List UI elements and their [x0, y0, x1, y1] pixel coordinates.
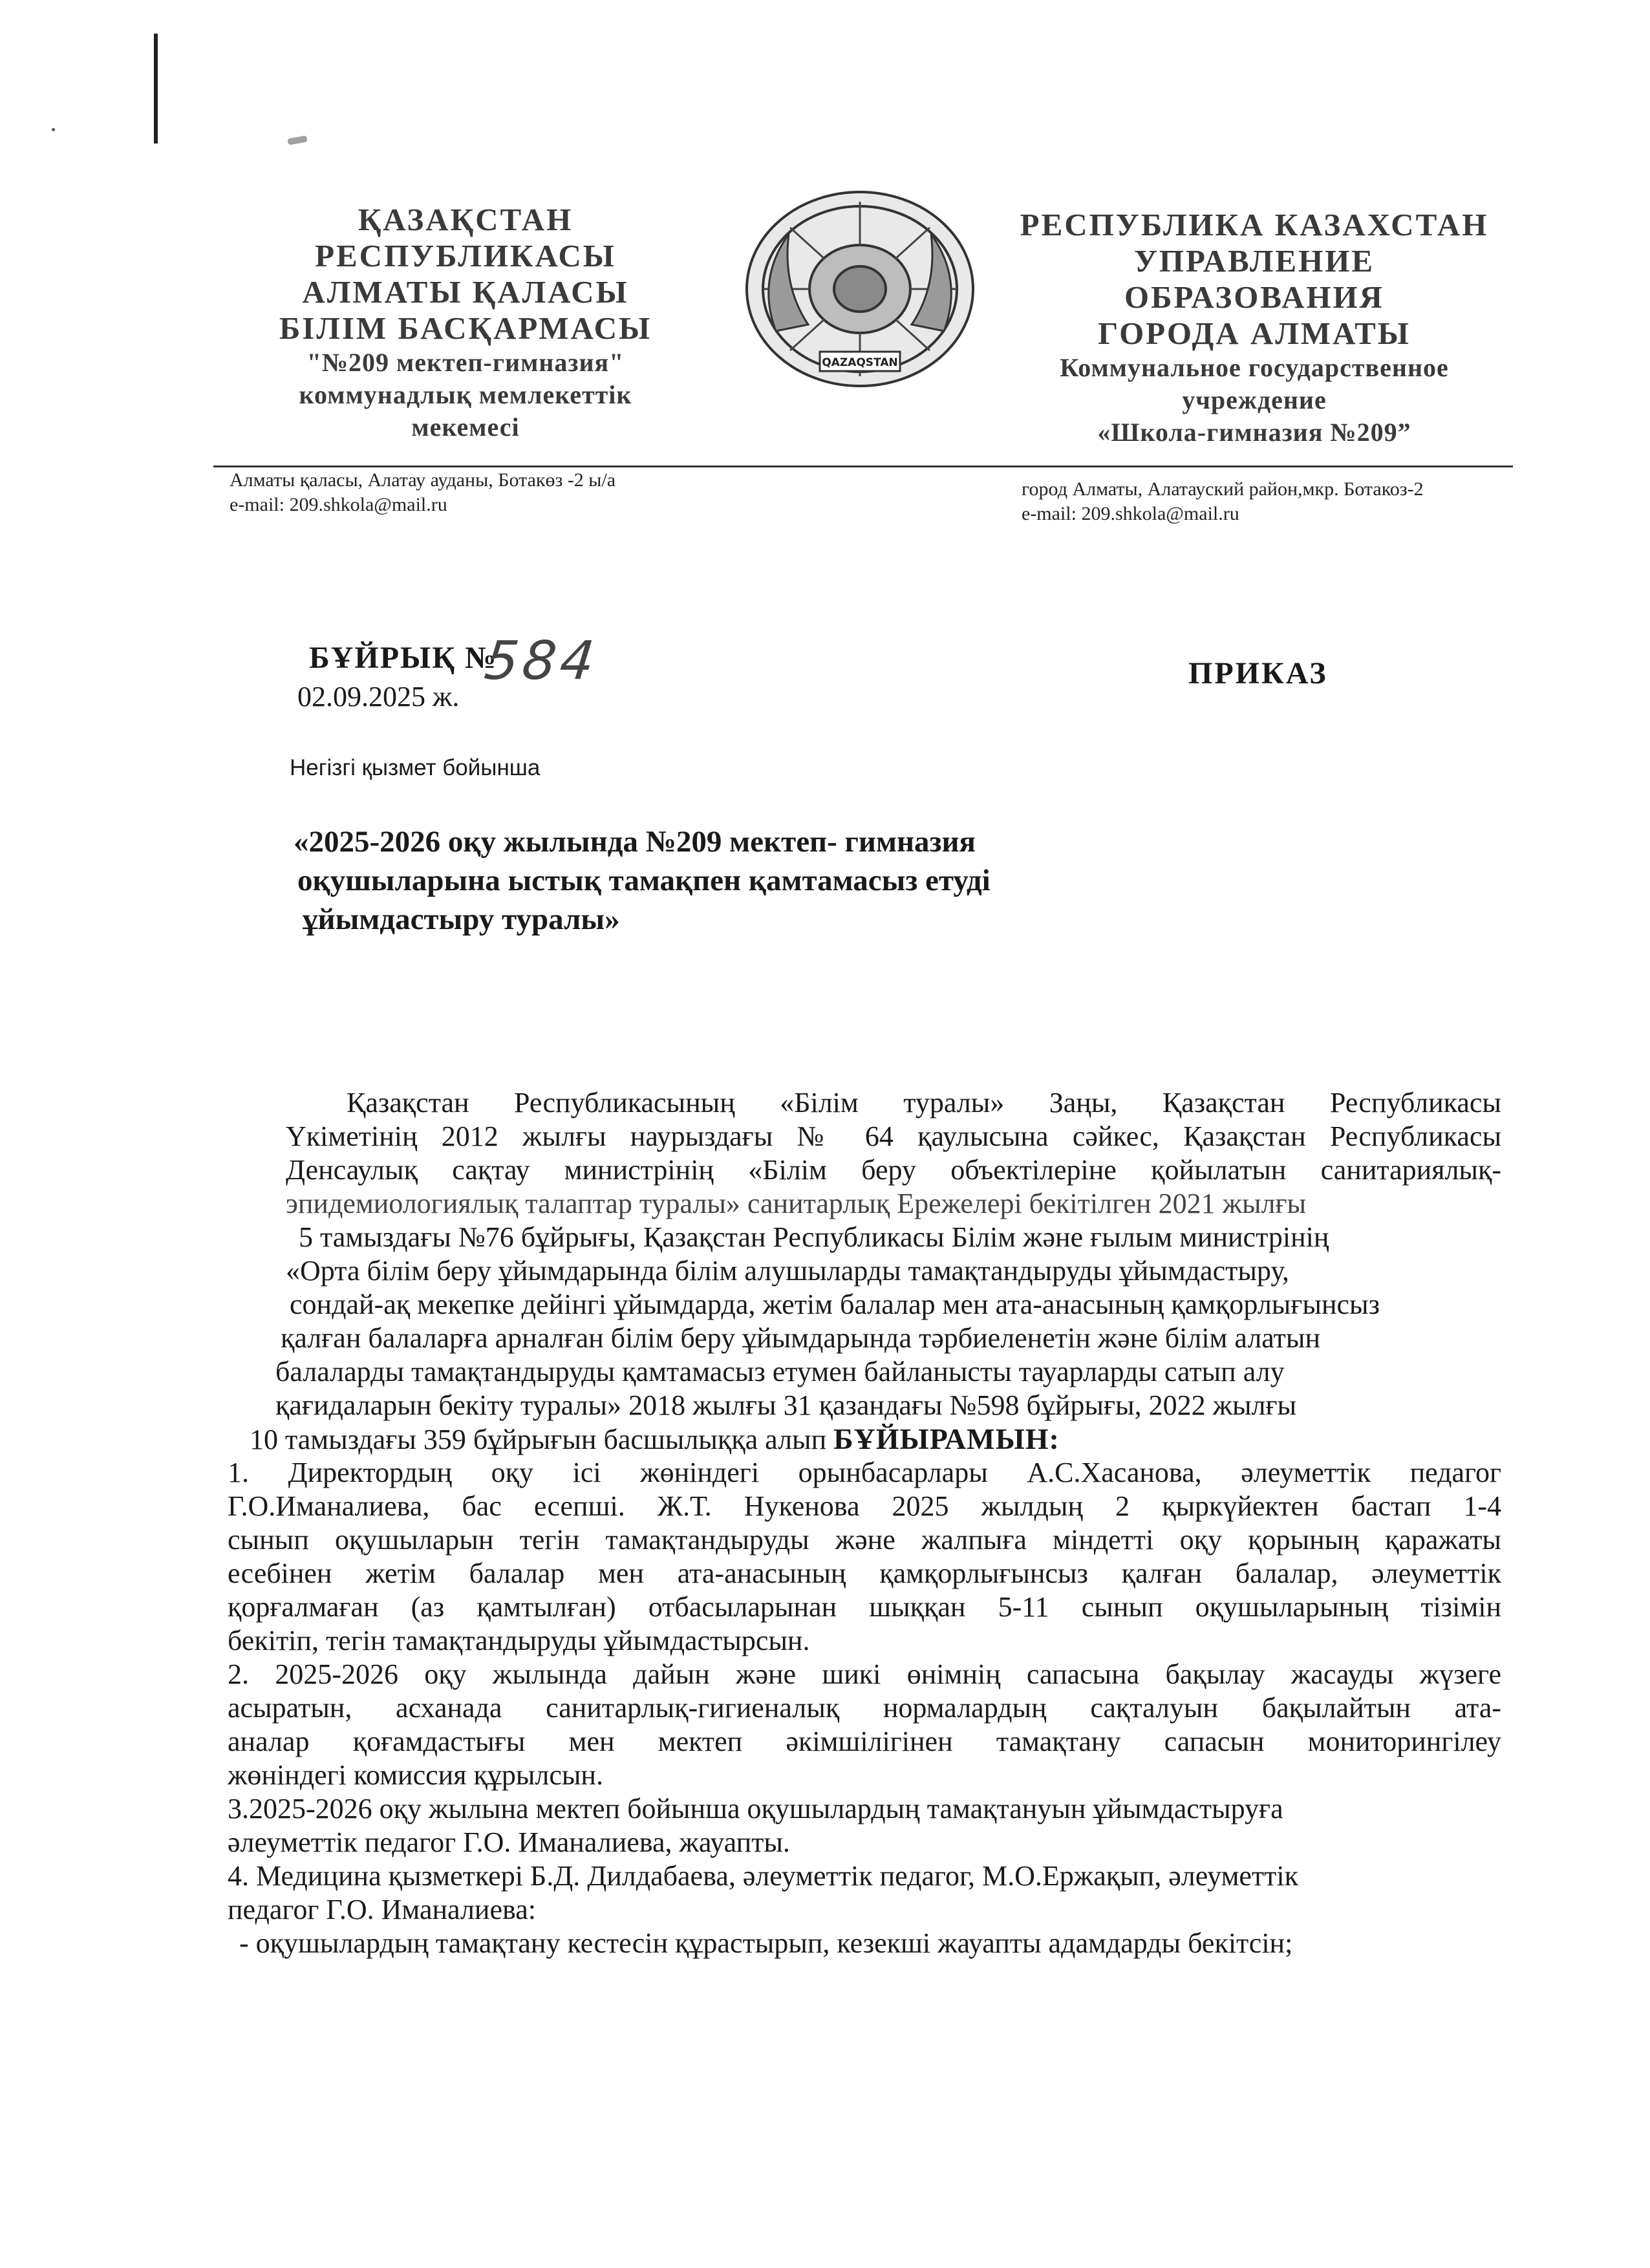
body-line: Қазақстан Республикасының «Білім туралы» Заңы, Қазақстан Республикасы — [347, 1087, 1501, 1118]
order-body — [228, 1086, 1501, 1960]
body-line: 4. Медицина қызметкері Б.Д. Дилдабаева, әлеуметтік педагог, М.О.Ержақып, әлеуметтік — [228, 1860, 1298, 1892]
title-line: «2025-2026 оқу жылында №209 мектеп- гимназия — [294, 825, 976, 859]
body-line: 3.2025-2026 оқу жылына мектеп бойынша оқушылардың тамақтануын ұйымдастыруға — [228, 1793, 1283, 1824]
body-line: асыратын, асханада санитарлық-гигиеналық нормалардың сақталуын бақылайтын ата- — [228, 1692, 1501, 1724]
body-line: 5 тамыздағы №76 бұйрығы, Қазақстан Республикасы Білім және ғылым министрінің — [299, 1221, 1329, 1253]
header-ru-sub: «Школа-гимназия №209” — [1097, 418, 1411, 447]
order-basis: Негізгі қызмет бойынша — [290, 755, 541, 780]
body-line: аналар қоғамдастығы мен мектеп әкімшілігінен тамақтану сапасын мониторингілеу — [228, 1726, 1501, 1757]
body-line: Үкіметінің 2012 жылғы наурыздағы № 64 қаулысына сәйкес, Қазақстан Республикасы — [286, 1120, 1501, 1152]
header-ru-sub: учреждение — [1182, 385, 1327, 414]
body-line: бекітіп, тегін тамақтандыруды ұйымдастырсын. — [228, 1625, 810, 1656]
body-line: қағидаларын бекіту туралы» 2018 жылғы 31 қазандағы №598 бұйрығы, 2022 жылғы — [275, 1389, 1297, 1421]
body-line: Денсаулық сақтау министрінің «Білім беру объектілеріне қойылатын санитариялық- — [286, 1154, 1501, 1186]
header-ru-line: РЕСПУБЛИКА КАЗАХСТАН — [1020, 207, 1489, 242]
header-ru-line: ГОРОДА АЛМАТЫ — [1098, 316, 1411, 351]
header-kz-sub: коммунадлық мемлекеттік — [299, 380, 632, 409]
header-divider — [213, 465, 1513, 467]
body-line: 1. Директордың оқу ісі жөніндегі орынбасарлары А.С.Хасанова, әлеуметтік педагог — [228, 1457, 1501, 1488]
order-title — [294, 822, 991, 939]
body-line: қалған балаларға арналған білім беру ұйымдарында тәрбиеленетін және білім алатын — [281, 1322, 1320, 1354]
body-line: әлеуметтік педагог Г.О. Иманалиева, жауапты. — [228, 1826, 790, 1858]
email-text: e-mail: 209.shkola@mail.ru — [230, 494, 447, 515]
header-kz-line: ҚАЗАҚСТАН — [358, 202, 573, 237]
body-line: эпидемиологиялық талаптар туралы» санитарлық Ережелері бекітілген 2021 жылғы — [286, 1188, 1307, 1219]
header-ru-line: ОБРАЗОВАНИЯ — [1124, 279, 1384, 315]
header-kz-line: АЛМАТЫ ҚАЛАСЫ — [302, 274, 629, 310]
address-line: Алматы қаласы, Алатау ауданы, Ботакөз -2 ы/а — [230, 469, 616, 491]
order-number: 584 — [482, 630, 601, 692]
order-date: 02.09.2025 ж. — [297, 681, 460, 712]
body-line: сынып оқушыларын тегін тамақтандыруды және жалпыға міндетті оқу қорының қаражаты — [228, 1524, 1501, 1556]
body-text: 10 тамыздағы 359 бұйрығын басшылыққа алып — [250, 1424, 827, 1455]
header-kz-line: РЕСПУБЛИКАСЫ — [315, 238, 616, 273]
scan-artifact — [52, 128, 55, 131]
body-line: балаларды тамақтандыруды қамтамасыз етумен байланысты тауарларды сатып алу — [275, 1356, 1285, 1387]
state-emblem-icon — [737, 182, 983, 396]
header-ru-sub: Коммунальное государственное — [1060, 353, 1449, 382]
address-line: город Алматы, Алатауский район,мкр. Ботакоз-2 — [1022, 478, 1424, 500]
header-kz-line: БІЛІМ БАСҚАРМАСЫ — [279, 310, 652, 346]
address-kazakh — [230, 468, 616, 517]
scan-artifact — [287, 135, 307, 145]
body-line: Г.О.Иманалиева, бас есепші. Ж.Т. Нукенова 2025 жылдың 2 қыркүйектен бастап 1-4 — [228, 1490, 1501, 1522]
title-line: ұйымдастыру туралы» — [303, 903, 620, 936]
header-russian — [996, 207, 1513, 449]
body-line: сондай-ақ мекепке дейінгі ұйымдарда, жетім балалар мен ата-анасының қамқорлығынсыз — [290, 1289, 1380, 1320]
title-line: оқушыларына ыстық тамақпен қамтамасыз етуді — [297, 864, 991, 897]
body-line: 2. 2025-2026 оқу жылында дайын және шикі өнімнің сапасына бақылау жасауды жүзеге — [228, 1658, 1501, 1690]
command-word: БҰЙЫРАМЫН: — [833, 1422, 1060, 1455]
order-label-ru: ПРИКАЗ — [1188, 656, 1328, 690]
body-line: педагог Г.О. Иманалиева: — [228, 1894, 536, 1925]
email-text: e-mail: 209.shkola@mail.ru — [1022, 503, 1239, 524]
address-russian — [1022, 477, 1424, 526]
body-line: қорғалмаған (аз қамтылған) отбасыларынан шыққан 5-11 сынып оқушыларының тізімін — [228, 1591, 1501, 1623]
header-kz-sub: мекемесі — [411, 412, 520, 442]
body-line: - оқушылардың тамақтану кестесін құрастырып, кезекші жауапты адамдарды бекітсін; — [239, 1927, 1293, 1959]
order-label-kz: БҰЙРЫҚ № — [309, 641, 498, 675]
header-kazakh — [220, 202, 711, 444]
svg-text:QAZAQSTAN: QAZAQSTAN — [822, 356, 898, 369]
header-kz-sub: "№209 мектеп-гимназия" — [306, 348, 625, 377]
body-line: есебінен жетім балалар мен ата-анасының қамқорлығынсыз қалған балалар, әлеуметтік — [228, 1557, 1501, 1589]
body-line: жөніндегі комиссия құрылсын. — [228, 1759, 603, 1791]
body-line — [228, 1422, 1501, 1456]
body-line: «Орта білім беру ұйымдарында білім алушыларды тамақтандыруды ұйымдастыру, — [286, 1255, 1289, 1287]
header-ru-line: УПРАВЛЕНИЕ — [1133, 243, 1375, 279]
scan-artifact — [154, 34, 158, 144]
